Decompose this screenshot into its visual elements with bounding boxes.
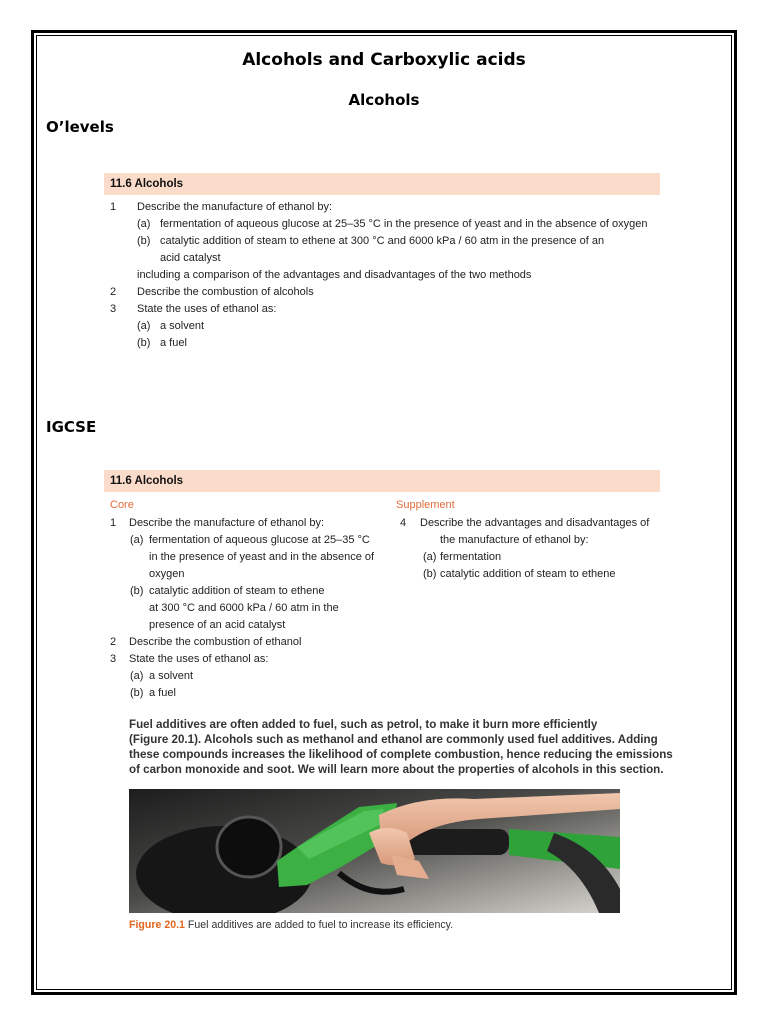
figure-label: Figure 20.1	[129, 919, 185, 931]
syllabus-row	[390, 549, 660, 566]
sub-item-label: (a)	[137, 320, 151, 332]
igcse-box-header: 11.6 Alcohols	[104, 470, 660, 492]
item-text: catalytic addition of steam to ethene	[440, 568, 616, 580]
syllabus-row	[104, 634, 394, 651]
syllabus-row	[104, 284, 660, 301]
item-number: 2	[110, 286, 117, 298]
sub-item-label: (b)	[130, 687, 144, 699]
item-text: fermentation	[440, 551, 502, 563]
syllabus-row	[104, 267, 660, 284]
supplement-column-label: Supplement	[396, 499, 455, 511]
syllabus-row	[104, 532, 394, 549]
syllabus-row	[104, 250, 660, 267]
olevels-heading: O’levels	[46, 118, 114, 136]
item-text: a solvent	[160, 320, 205, 332]
figure-caption	[129, 919, 453, 931]
supplement-list	[390, 515, 660, 583]
item-text: Describe the combustion of ethanol	[129, 636, 302, 648]
item-number: 1	[110, 201, 117, 213]
item-text: a fuel	[160, 337, 187, 349]
syllabus-row	[104, 617, 394, 634]
item-text: fermentation of aqueous glucose at 25–35 °C in the presence of yeast and in the absence of oxygen	[160, 218, 648, 230]
item-text: fermentation of aqueous glucose at 25–35 °C	[149, 534, 370, 546]
syllabus-row	[104, 600, 394, 617]
intro-line: Fuel additives are often added to fuel, such as petrol, to make it burn more efficiently	[129, 718, 598, 731]
intro-paragraph	[129, 717, 673, 777]
syllabus-row	[104, 335, 660, 352]
syllabus-row	[104, 583, 394, 600]
core-column-label: Core	[110, 499, 134, 511]
sub-item-label: (a)	[130, 534, 144, 546]
item-text: State the uses of ethanol as:	[129, 653, 269, 665]
sub-item-label: (a)	[137, 218, 151, 230]
olevels-syllabus-box	[104, 173, 660, 352]
item-number: 4	[400, 517, 407, 529]
olevels-syllabus-list	[104, 199, 660, 352]
item-text: a solvent	[149, 670, 194, 682]
item-text: presence of an acid catalyst	[149, 619, 286, 631]
syllabus-row	[390, 566, 660, 583]
syllabus-row	[390, 515, 660, 532]
document-title: Alcohols and Carboxylic acids	[242, 50, 526, 70]
figure-caption-text: Fuel additives are added to fuel to increase its efficiency.	[187, 919, 454, 931]
syllabus-row	[104, 566, 394, 583]
syllabus-row	[104, 301, 660, 318]
sub-item-label: (b)	[137, 235, 151, 247]
item-text: State the uses of ethanol as:	[137, 303, 277, 315]
item-text: in the presence of yeast and in the absence of	[149, 551, 375, 563]
item-text: Describe the combustion of alcohols	[137, 286, 314, 298]
item-text: including a comparison of the advantages and disadvantages of the two methods	[137, 269, 532, 281]
syllabus-row	[104, 685, 394, 702]
syllabus-row	[104, 651, 394, 668]
fuel-nozzle-photo	[129, 789, 620, 913]
olevels-box-header: 11.6 Alcohols	[104, 173, 660, 195]
igcse-syllabus-box	[104, 470, 660, 700]
item-number: 1	[110, 517, 117, 529]
syllabus-row	[104, 515, 394, 532]
syllabus-row	[104, 233, 660, 250]
sub-item-label: (a)	[423, 551, 437, 563]
syllabus-row	[104, 549, 394, 566]
item-text: the manufacture of ethanol by:	[440, 534, 589, 546]
sub-item-label: (a)	[130, 670, 144, 682]
sub-item-label: (b)	[423, 568, 437, 580]
core-list	[104, 515, 394, 702]
syllabus-row	[390, 532, 660, 549]
syllabus-row	[104, 199, 660, 216]
item-text: oxygen	[149, 568, 185, 580]
syllabus-row	[104, 318, 660, 335]
intro-line: these compounds increases the likelihood of complete combustion, hence reducing the emissions	[129, 748, 673, 761]
item-text: Describe the advantages and disadvantages of	[420, 517, 650, 529]
item-number: 3	[110, 653, 117, 665]
item-text: catalytic addition of steam to ethene at 300 °C and 6000 kPa / 60 atm in the presence of an	[160, 235, 605, 247]
igcse-heading: IGCSE	[46, 418, 97, 436]
item-text: acid catalyst	[160, 252, 221, 264]
item-text: catalytic addition of steam to ethene	[149, 585, 325, 597]
item-text: Describe the manufacture of ethanol by:	[129, 517, 325, 529]
item-number: 3	[110, 303, 117, 315]
document-subtitle: Alcohols	[348, 91, 420, 109]
item-text: a fuel	[149, 687, 176, 699]
syllabus-row	[104, 668, 394, 685]
item-number: 2	[110, 636, 117, 648]
item-text: Describe the manufacture of ethanol by:	[137, 201, 333, 213]
sub-item-label: (b)	[137, 337, 151, 349]
sub-item-label: (b)	[130, 585, 144, 597]
intro-line: of carbon monoxide and soot. We will learn more about the properties of alcohols in this section.	[129, 763, 664, 776]
syllabus-row	[104, 216, 660, 233]
intro-line: (Figure 20.1). Alcohols such as methanol and ethanol are commonly used fuel additives. Adding	[129, 733, 658, 746]
item-text: at 300 °C and 6000 kPa / 60 atm in the	[149, 602, 339, 614]
